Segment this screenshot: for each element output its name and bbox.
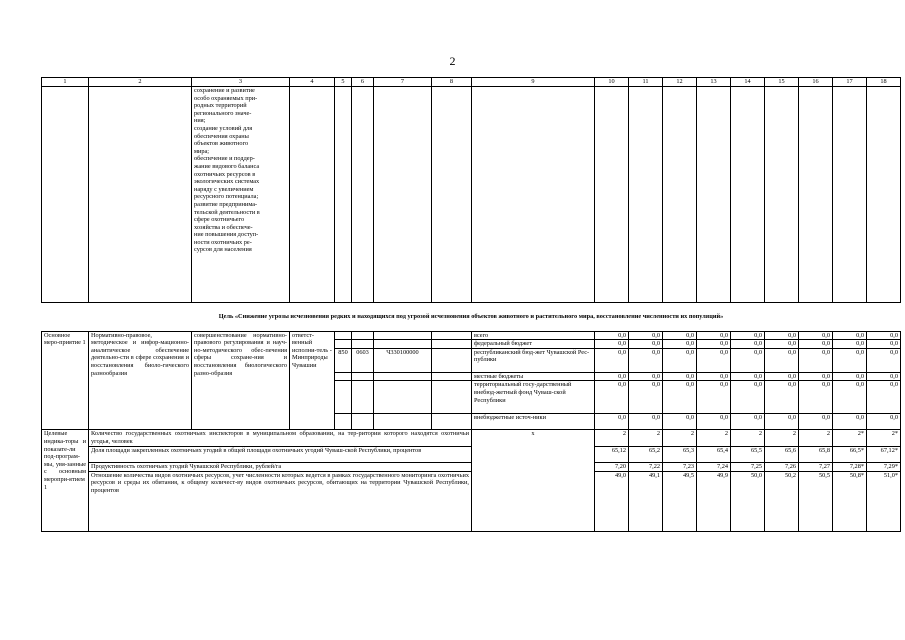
tasks-line: охотничьих ресурсов в [194,170,256,178]
funding-value: 0,0 [595,340,629,349]
tasks-line: ние повышения доступ- [194,231,259,239]
funding-value: 0,0 [731,340,765,349]
funding-value: 0,0 [731,348,765,372]
tasks-line: сохранение и развитие [194,87,255,94]
funding-value: 0,0 [663,414,697,430]
code-grbs: 850 [335,348,352,372]
funding-value: 0,0 [697,414,731,430]
header-cell: 12 [663,78,697,87]
cell [335,87,352,303]
code-cell [432,381,472,414]
funding-value: 0,0 [765,414,799,430]
target-value: 2* [867,430,901,446]
target-value: 7,25 [731,462,765,471]
tasks-line: регионального значе- [194,109,252,117]
cell [472,87,595,303]
funding-value: 0,0 [833,381,867,414]
measure-name: Нормативно-правовое, методическое и инфор-мационно-аналитическое обеспечение деятельно-сти в сфере сохранения и восстановления биоло-гического разнообразия [89,331,192,430]
target-value: 49,0 [595,471,629,531]
funding-value: 0,0 [867,348,901,372]
target-value: 2 [799,430,833,446]
code-cell [432,340,472,349]
target-name: Отношение количества видов охотничьих ресурсов, учет численности которых ведется в рамках государственного мониторинга охотничьих ресурсов и среды их обитания, к общему количест-ву видов охотничьих ресурсов, обитающих на территории Чувашской Республики, процентов [89,471,472,531]
code-cell [335,414,352,430]
funding-value: 0,0 [799,348,833,372]
target-value: 7,28* [833,462,867,471]
cell [833,87,867,303]
funding-value: 0,0 [731,331,765,340]
funding-value: 0,0 [765,372,799,381]
code-cell [374,340,432,349]
tasks-line: жание видового баланса [194,162,260,170]
target-value: 65,3 [663,446,697,462]
funding-value: 0,0 [595,372,629,381]
code-cell [352,381,374,414]
header-cell: 16 [799,78,833,87]
funding-value: 0,0 [799,331,833,340]
funding-value: 0,0 [663,331,697,340]
code-cell [352,414,374,430]
cell [595,87,629,303]
header-cell: 6 [352,78,374,87]
funding-value: 0,0 [765,381,799,414]
funding-value: 0,0 [867,331,901,340]
funding-value: 0,0 [697,381,731,414]
tasks-line: обеспечения охраны [194,132,249,140]
measure-title: Основное меро-приятие 1 [42,331,89,430]
tasks-row [42,87,901,303]
funding-row [42,331,901,340]
target-value: 65,5 [731,446,765,462]
header-cell: 4 [290,78,335,87]
target-value: 2 [629,430,663,446]
target-value: 2 [697,430,731,446]
funding-value: 0,0 [867,372,901,381]
tasks-cell [192,87,290,303]
funding-source: территориальный госу-дарственный внебюд-жетный фонд Чуваш-ской Республики [472,381,595,414]
program-table [41,77,901,532]
measure-executor: ответст-венный исполни-тель - Минприроды Чувашии [290,331,335,430]
target-value: 7,26 [765,462,799,471]
funding-value: 0,0 [867,381,901,414]
funding-value: 0,0 [629,372,663,381]
funding-value: 0,0 [765,348,799,372]
target-value: 67,12* [867,446,901,462]
tasks-line: родных территорий [194,102,247,110]
target-value: 2 [765,430,799,446]
funding-value: 0,0 [595,414,629,430]
tasks-line: ности охотничьих ре- [194,238,252,246]
header-cell: 2 [89,78,192,87]
tasks-line: создание условий для [194,124,253,132]
target-value: 49,9 [697,471,731,531]
funding-value: 0,0 [799,414,833,430]
header-row [42,78,901,87]
target-value: 7,20 [595,462,629,471]
target-value: 2 [595,430,629,446]
cell [290,87,335,303]
cell [42,87,89,303]
header-cell: 10 [595,78,629,87]
header-cell: 3 [192,78,290,87]
funding-value: 0,0 [731,381,765,414]
funding-value: 0,0 [595,381,629,414]
cell [89,87,192,303]
funding-value: 0,0 [663,340,697,349]
target-value: 50,2 [765,471,799,531]
funding-value: 0,0 [731,372,765,381]
cell [697,87,731,303]
funding-value: 0,0 [833,372,867,381]
funding-value: 0,0 [867,414,901,430]
funding-value: 0,0 [799,381,833,414]
cell [374,87,432,303]
target-row [42,430,901,446]
cell [731,87,765,303]
target-value: 65,8 [799,446,833,462]
funding-value: 0,0 [833,414,867,430]
funding-value: 0,0 [697,331,731,340]
targets-label: Целевые индика-торы и показате-ли под-програм-мы, увя-занные с основным меропри-ятием 1 [42,430,89,531]
code-type [432,348,472,372]
header-cell: 1 [42,78,89,87]
code-cell [432,331,472,340]
funding-value: 0,0 [833,340,867,349]
tasks-line: сфере охотничьего [194,216,245,224]
tasks-line: тельской деятельности в [194,208,260,216]
tasks-line: обеспечение и поддер- [194,155,255,163]
target-value: 65,12 [595,446,629,462]
cell [867,87,901,303]
code-target: Ч330100000 [374,348,432,372]
code-cell [374,414,432,430]
target-value: 66,5* [833,446,867,462]
goal-text: Цель «Снижение угрозы исчезновения редких и находящихся под угрозой исчезновения объектов животного и растительного мира, восстановление численности их популяций» [42,303,901,332]
funding-value: 0,0 [833,348,867,372]
funding-value: 0,0 [629,340,663,349]
target-value: 50,8* [833,471,867,531]
funding-value: 0,0 [629,331,663,340]
target-name: Количество государственных охотничьих инспекторов в муниципальном образовании, на тер-ритории которого находятся охотничьи угодья, человек [89,430,472,446]
funding-value: 0,0 [731,414,765,430]
funding-value: 0,0 [765,331,799,340]
cell [432,87,472,303]
target-value: 2 [663,430,697,446]
funding-source: республиканский бюд-жет Чувашской Рес-публики [472,348,595,372]
cell [629,87,663,303]
code-cell [335,372,352,381]
funding-value: 0,0 [595,331,629,340]
funding-source: федеральный бюджет [472,340,595,349]
tasks-line: ресурсного потенциала; [194,193,259,201]
target-value: 7,27 [799,462,833,471]
funding-value: 0,0 [629,414,663,430]
header-cell: 18 [867,78,901,87]
target-row [42,446,901,462]
target-value: 49,1 [629,471,663,531]
funding-value: 0,0 [833,331,867,340]
code-cell [374,381,432,414]
funding-value: 0,0 [697,372,731,381]
header-cell: 14 [731,78,765,87]
funding-value: 0,0 [629,348,663,372]
funding-value: 0,0 [799,340,833,349]
target-value: 49,5 [663,471,697,531]
tasks-line: ния; [194,117,206,125]
target-value: 2* [833,430,867,446]
code-cell [432,414,472,430]
code-cell [374,331,432,340]
funding-value: 0,0 [595,348,629,372]
cell [765,87,799,303]
target-value: 50,0 [731,471,765,531]
header-cell: 7 [374,78,432,87]
target-mark: x [472,430,595,531]
target-row [42,462,901,471]
funding-value: 0,0 [663,348,697,372]
page-number: 2 [449,54,456,68]
target-value: 7,22 [629,462,663,471]
tasks-line: наряду с увеличением [194,185,254,193]
target-name: Продуктивность охотничьих угодий Чувашской Республики, рублей/га [89,462,472,471]
cell [799,87,833,303]
target-value: 65,4 [697,446,731,462]
code-cell [335,381,352,414]
funding-source: внебюджетные источ-ники [472,414,595,430]
code-cell [335,331,352,340]
tasks-line: сурсов для населения [194,246,252,254]
tasks-line: мира; [194,147,210,155]
target-row [42,471,901,531]
header-cell: 17 [833,78,867,87]
measure-task: совершенствование нормативно-правового регулирования и науч-но-методического обес-печения сферы сохране-ния и восстановления биологического разно-образия [192,331,290,430]
target-value: 2 [731,430,765,446]
funding-source: местные бюджеты [472,372,595,381]
header-cell: 15 [765,78,799,87]
code-cell [352,331,374,340]
tasks-line: экологических системах [194,178,260,186]
funding-value: 0,0 [867,340,901,349]
target-value: 7,24 [697,462,731,471]
goal-row [42,303,901,332]
target-name: Доля площади закрепленных охотничьих угодий в общей площади охотничьих угодий Чуваш-ской Республики, процентов [89,446,472,462]
header-cell: 13 [697,78,731,87]
cell [352,87,374,303]
funding-value: 0,0 [697,340,731,349]
code-cell [352,340,374,349]
header-cell: 9 [472,78,595,87]
target-value: 50,5 [799,471,833,531]
header-cell: 5 [335,78,352,87]
tasks-line: развитие предпринима- [194,200,258,208]
target-value: 65,2 [629,446,663,462]
target-value: 7,29* [867,462,901,471]
funding-value: 0,0 [799,372,833,381]
tasks-line: хозяйства и обеспече- [194,223,253,231]
target-value: 51,0* [867,471,901,531]
code-cell [374,372,432,381]
funding-value: 0,0 [663,381,697,414]
funding-value: 0,0 [629,381,663,414]
header-cell: 11 [629,78,663,87]
cell [663,87,697,303]
target-value: 65,6 [765,446,799,462]
code-section: 0603 [352,348,374,372]
funding-value: 0,0 [765,340,799,349]
code-cell [432,372,472,381]
target-value: 7,23 [663,462,697,471]
funding-value: 0,0 [697,348,731,372]
tasks-line: объектов животного [194,140,249,148]
funding-source: всего [472,331,595,340]
header-cell: 8 [432,78,472,87]
code-cell [335,340,352,349]
tasks-line: особо охраняемых при- [194,94,258,102]
code-cell [352,372,374,381]
funding-value: 0,0 [663,372,697,381]
